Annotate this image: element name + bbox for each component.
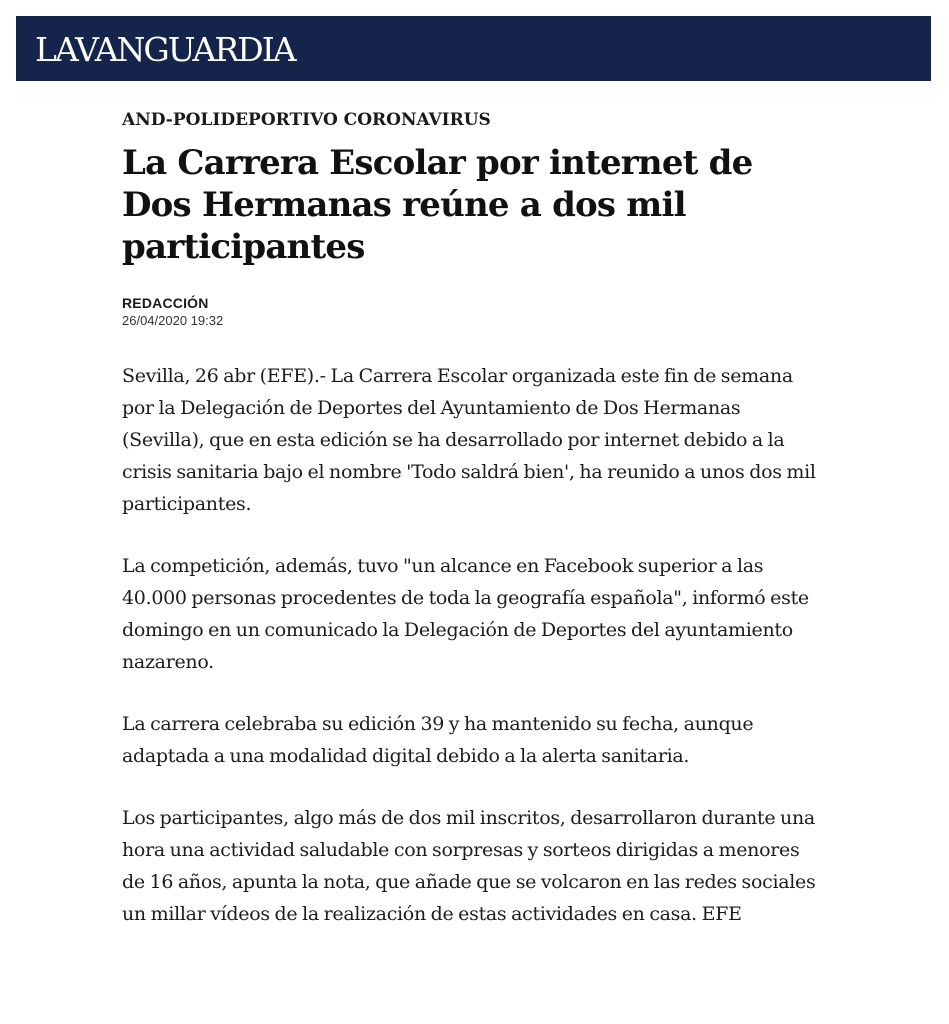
masthead — [16, 16, 931, 81]
article-body — [122, 360, 822, 930]
body-paragraph: Sevilla, 26 abr (EFE).- La Carrera Escolar organizada este fin de semana por la Delegación de Deportes del Ayuntamiento de Dos Hermanas (Sevilla), que en esta edición se ha desarrollado por internet debido a la crisis sanitaria bajo el nombre 'Todo saldrá bien', ha reunido a unos dos mil participantes. — [122, 365, 816, 515]
body-paragraph: La competición, además, tuvo "un alcance en Facebook superior a las 40.000 personas procedentes de toda la geografía española", informó este domingo en un comunicado la Delegación de Deportes del ayuntamiento nazareno. — [122, 555, 809, 673]
body-paragraph: Los participantes, algo más de dos mil inscritos, desarrollaron durante una hora una actividad saludable con sorpresas y sorteos dirigidas a menores de 16 años, apunta la nota, que añade que se volcaron en las redes sociales un millar vídeos de la realización de estas actividades en casa. EFE — [122, 807, 816, 925]
body-paragraph: La carrera celebraba su edición 39 y ha mantenido su fecha, aunque adaptada a una modalidad digital debido a la alerta sanitaria. — [122, 713, 754, 767]
author-name[interactable]: REDACCIÓN — [122, 295, 209, 311]
article-headline: La Carrera Escolar por internet de Dos Hermanas reúne a dos mil participantes — [122, 143, 753, 267]
brand-logo[interactable]: LAVANGUARDIA — [35, 30, 295, 69]
byline — [122, 294, 822, 330]
publish-date: 26/04/2020 19:32 — [122, 313, 224, 328]
article — [122, 108, 822, 960]
section-kicker[interactable]: AND-POLIDEPORTIVO CORONAVIRUS — [122, 110, 491, 130]
